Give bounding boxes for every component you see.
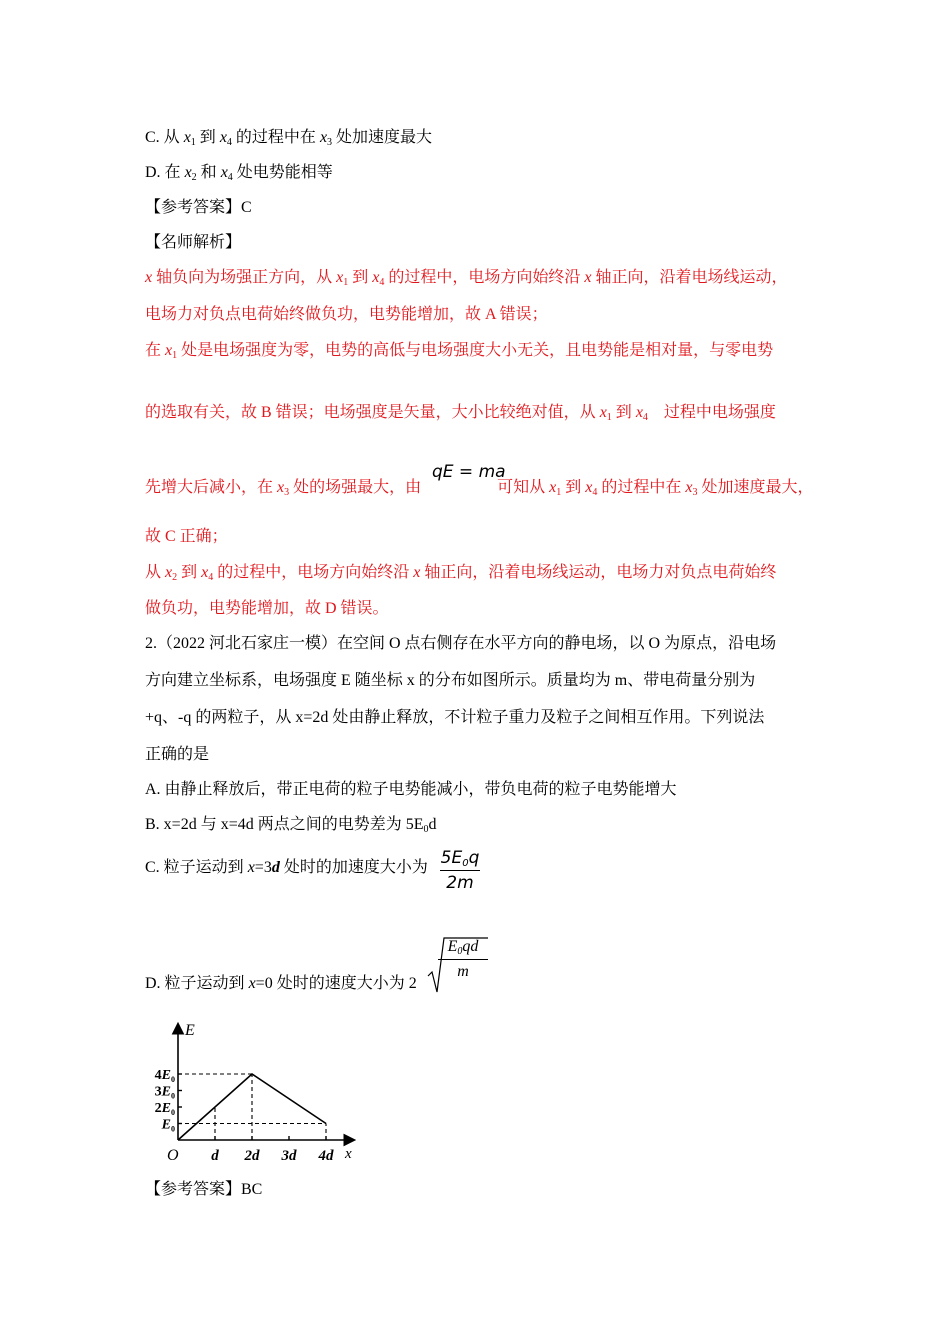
x-tick-label-2: 2d — [244, 1148, 260, 1164]
analysis-line-6: 故 C 正确； — [145, 528, 228, 545]
fraction-5e0q-over-2m: $5E_0q$ 2m — [440, 848, 480, 893]
analysis-line-4: 的选取有关，故 B 错误；电场强度是矢量，大小比较绝对值，从 $x_1$ 到 $x_4$ 过程中电场强度 — [145, 404, 776, 423]
y-tick-label-2: $2E_0$ — [154, 1101, 175, 1117]
fraction-e0qd-over-m: $E_0qd$ m — [438, 937, 488, 982]
x-axis-label: x — [345, 1146, 352, 1162]
y-tick-label-4: $4E_0$ — [154, 1068, 175, 1084]
q2-stem-line-4: 正确的是 — [145, 746, 210, 763]
x-tick-label-3: 3d — [281, 1148, 297, 1164]
analysis-line-8: 做负功，电势能增加，故 D 错误。 — [145, 600, 389, 617]
q2-option-c: C. 粒子运动到 x=3d 处时的加速度大小为 — [145, 859, 428, 876]
x-tick-label-1: d — [211, 1148, 219, 1164]
q1-answer: 【参考答案】C — [145, 199, 252, 216]
formula-qe-ma: qE = ma — [432, 462, 506, 482]
analysis-line-3: 在 $x_1$ 处是电场强度为零，电势的高低与电场强度大小无关，且电势能是相对量，与零电势 — [145, 342, 774, 361]
x-tick-label-4: 4d — [318, 1148, 334, 1164]
q1-option-d: D. 在 $x_2$ 和 $x_4$ 处电势能相等 — [145, 164, 333, 183]
origin-label: O — [167, 1147, 179, 1164]
y-tick-label-1: $E_0$ — [161, 1117, 175, 1134]
analysis-line-2: 电场力对负点电荷始终做负功，电势能增加，故 A 错误； — [145, 306, 548, 323]
e-x-graph — [145, 1015, 365, 1170]
analysis-line-7: 从 $x_2$ 到 $x_4$ 的过程中，电场方向始终沿 x 轴正向，沿着电场线运动，电场力对负点电荷始终 — [145, 564, 777, 583]
q2-stem-line-2: 方向建立坐标系，电场强度 E 随坐标 x 的分布如图所示。质量均为 m、带电荷量分别为 — [145, 672, 756, 689]
q1-option-c: C. 从 $x_1$ 到 $x_4$ 的过程中在 $x_3$ 处加速度最大 — [145, 129, 433, 148]
q2-option-a: A. 由静止释放后，带正电荷的粒子电势能减小，带负电荷的粒子电势能增大 — [145, 781, 677, 798]
q2-answer: 【参考答案】BC — [145, 1181, 263, 1198]
y-tick-label-3: $3E_0$ — [154, 1084, 175, 1101]
q2-option-d: D. 粒子运动到 x=0 处时的速度大小为 2 — [145, 975, 417, 992]
analysis-line-1: x 轴负向为场强正方向，从 $x_1$ 到 $x_4$ 的过程中，电场方向始终沿 x 轴正向，沿着电场线运动， — [145, 269, 788, 288]
analysis-line-5: 先增大后减小，在 $x_3$ 处的场强最大，由 可知从 $x_1$ 到 $x_4$ 的过程中在 $x_3$ 处加速度最大， — [145, 479, 814, 498]
q2-option-b: B. x=2d 与 x=4d 两点之间的电势差为 $5E_0d$ — [145, 816, 437, 835]
q2-stem-line-1: 2.（2022 河北石家庄一模）在空间 O 点右侧存在水平方向的静电场，以 O 为原点，沿电场 — [145, 635, 777, 652]
q2-stem-line-3: +q、-q 的两粒子，从 x=2d 处由静止释放，不计粒子重力及粒子之间相互作用。下列说法 — [145, 709, 765, 726]
q1-analysis-label: 【名师解析】 — [145, 234, 242, 251]
y-axis-label: E — [185, 1022, 195, 1039]
